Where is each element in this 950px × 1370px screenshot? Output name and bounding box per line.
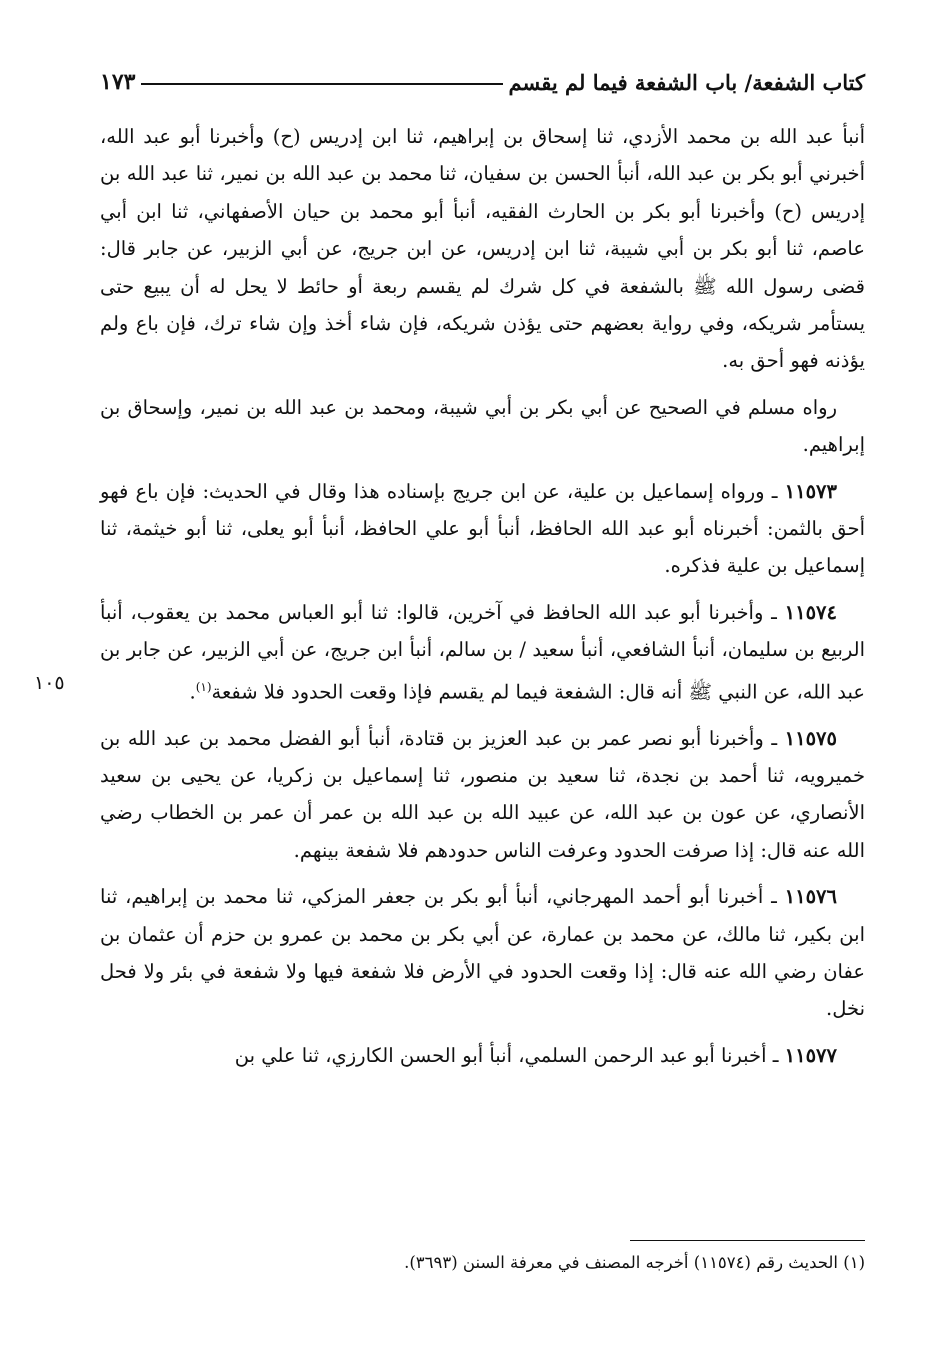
footnote: (١) الحديث رقم (١١٥٧٤) أخرجه المصنف في معرفة السنن (٣٦٩٣). <box>404 1253 865 1272</box>
hadith-number: ١١٥٧٧ <box>784 1043 837 1067</box>
paragraph-commentary <box>100 389 865 464</box>
paragraph-text: ـ وأخبرنا أبو نصر عمر بن عبد العزيز بن قتادة، أنبأ أبو الفضل محمد بن عبد الله بن خميرويه، ثنا أحمد بن نجدة، ثنا سعيد بن منصور، ثنا إسماعيل بن زكريا، عن يحيى بن سعيد الأنصاري، عن عون بن عبد الله، عن عبيد الله بن عبد الله بن عمر أن عمر بن الخطاب رضي الله عنه قال: إذا صرفت الحدود وعرفت الناس حدودهم فلا شفعة بينهم. <box>100 726 865 862</box>
paragraph-continuation <box>100 118 865 380</box>
hadith-number: ١١٥٧٤ <box>784 600 837 624</box>
footnote-divider <box>630 1240 865 1241</box>
header-rule <box>141 83 502 85</box>
hadith-number: ١١٥٧٦ <box>784 885 838 909</box>
running-header <box>100 64 865 100</box>
footnote-reference[interactable]: (١) <box>195 679 212 694</box>
hadith-paragraph <box>100 720 865 870</box>
page-number: ١٧٣ <box>100 69 136 95</box>
margin-page-number: ١٠٥ <box>34 672 65 694</box>
paragraph-text: ـ ورواه إسماعيل بن علية، عن ابن جريج بإسناده هذا وقال في الحديث: فإن باع فهو أحق بالثمن: أخبرناه أبو عبد الله الحافظ، أنبأ أبو علي الحافظ، أنبأ أبو يعلى، ثنا أبو خيثمة، ثنا إسماعيل بن علية فذكره. <box>100 479 865 578</box>
paragraph-text: رواه مسلم في الصحيح عن أبي بكر بن أبي شيبة، ومحمد بن عبد الله بن نمير، وإسحاق بن إبراهيم. <box>100 395 865 457</box>
hadith-number: ١١٥٧٥ <box>784 726 837 750</box>
hadith-paragraph <box>100 878 865 1028</box>
paragraph-tail: . <box>189 680 196 704</box>
paragraph-text: ـ أخبرنا أبو عبد الرحمن السلمي، أنبأ أبو الحسن الكارزي، ثنا علي بن <box>234 1043 779 1067</box>
hadith-paragraph <box>100 594 865 711</box>
hadith-paragraph <box>100 1037 865 1074</box>
main-text <box>100 118 865 1083</box>
paragraph-text: ـ وأخبرنا أبو عبد الله الحافظ في آخرين، قالوا: ثنا أبو العباس محمد بن يعقوب، أنبأ الربيع بن سليمان، أنبأ الشافعي، أنبأ سعيد / بن سالم، أنبأ ابن جريج، عن أبي الزبير، عن جابر بن عبد الله، عن النبي ﷺ أنه قال: الشفعة فيما لم يقسم فإذا وقعت الحدود فلا شفعة <box>100 600 865 704</box>
paragraph-text: أنبأ عبد الله بن محمد الأزدي، ثنا إسحاق بن إبراهيم، ثنا ابن إدريس (ح) وأخبرنا أبو عبد الله، أخبرني أبو بكر بن عبد الله، أنبأ الحسن بن سفيان، ثنا محمد بن عبد الله بن نمير، ثنا عبد الله بن إدريس (ح) وأخبرنا أبو بكر بن الحارث الفقيه، أنبأ أبو محمد بن حيان الأصفهاني، ثنا ابن أبي عاصم، ثنا أبو بكر بن أبي شيبة، ثنا ابن إدريس، عن ابن جريج، عن أبي الزبير، عن جابر قال: قضى رسول الله ﷺ بالشفعة في كل شرك لم يقسم ربعة أو حائط لا يحل له أن يبيع حتى يستأمر شريكه، وفي رواية بعضهم حتى يؤذن شريكه، فإن شاء أخذ وإن شاء ترك، فإن باع ولم يؤذنه فهو أحق به. <box>100 125 865 373</box>
paragraph-text: ـ أخبرنا أبو أحمد المهرجاني، أنبأ أبو بكر بن جعفر المزكي، ثنا محمد بن إبراهيم، ثنا ابن بكير، ثنا مالك، عن محمد بن عمارة، عن أبي بكر بن محمد بن عمرو بن حزم أن عثمان بن عفان رضي الله عنه قال: إذا وقعت الحدود في الأرض فلا شفعة فيها ولا شفعة في بئر ولا فحل نخل. <box>100 885 865 1021</box>
hadith-paragraph <box>100 473 865 585</box>
header-title: كتاب الشفعة/ باب الشفعة فيما لم يقسم <box>508 69 865 95</box>
hadith-number: ١١٥٧٣ <box>784 479 837 503</box>
